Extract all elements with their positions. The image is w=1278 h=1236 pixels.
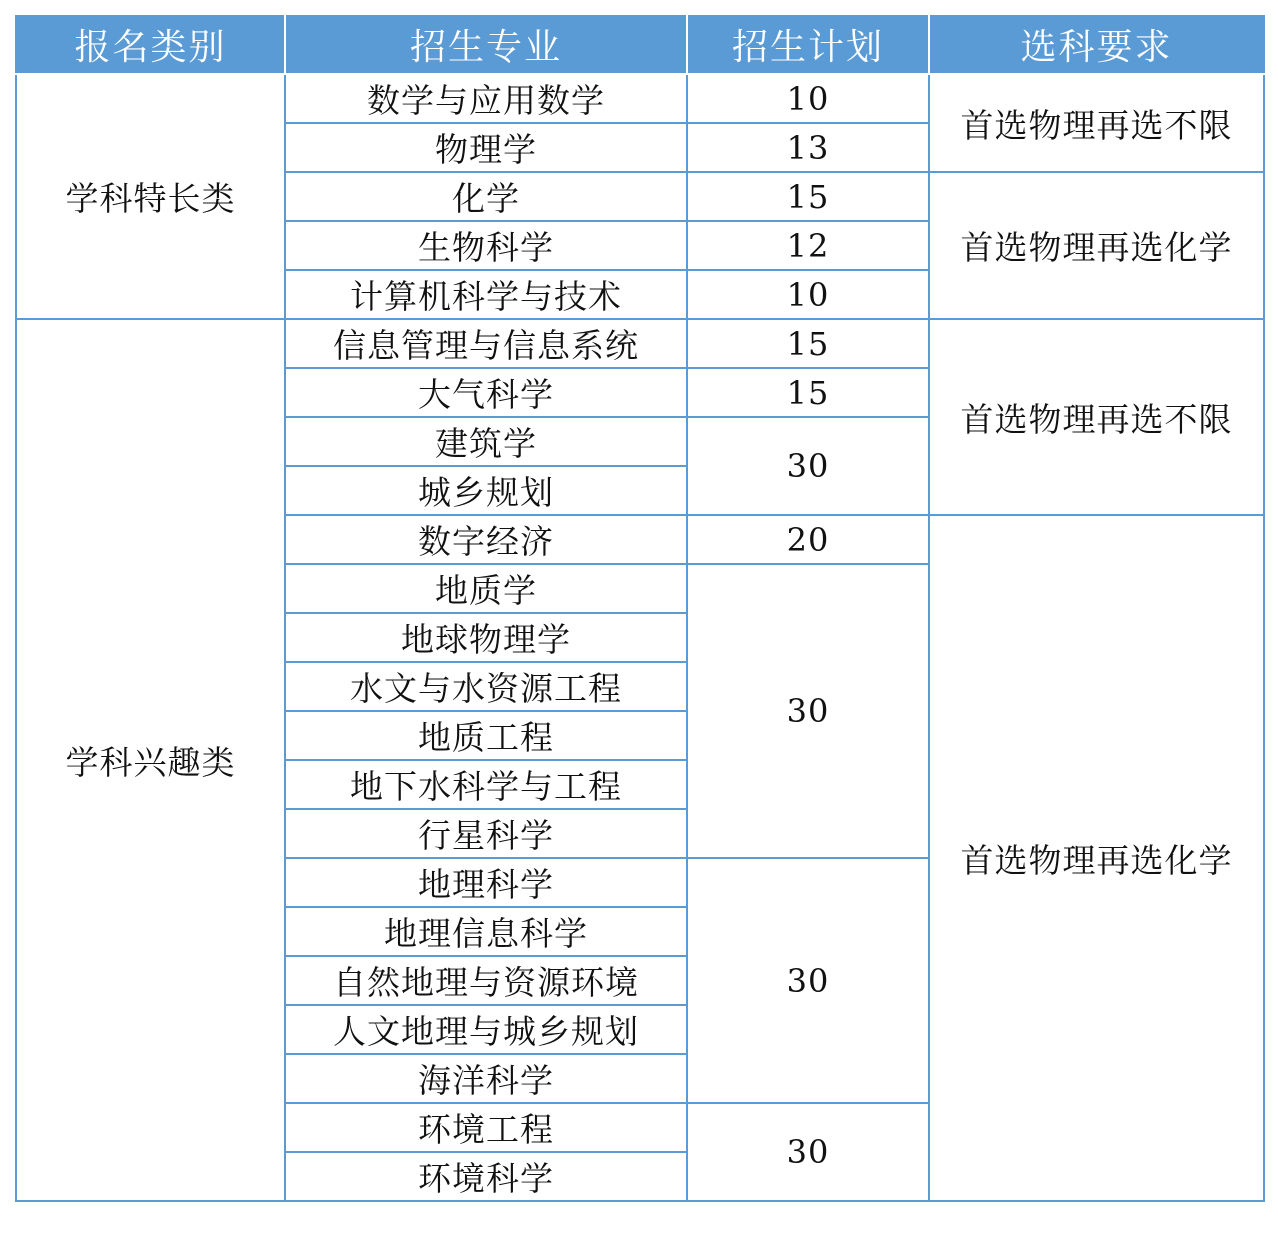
major-cell: 地球物理学 [285,613,687,662]
major-cell: 地质学 [285,564,687,613]
major-cell: 水文与水资源工程 [285,662,687,711]
category-cell: 学科兴趣类 [16,319,285,1201]
header-category: 报名类别 [16,15,285,74]
major-cell: 地下水科学与工程 [285,760,687,809]
plan-cell: 30 [687,858,929,1103]
major-cell: 大气科学 [285,368,687,417]
plan-cell: 15 [687,319,929,368]
requirement-cell: 首选物理再选化学 [929,515,1264,1201]
plan-cell: 15 [687,172,929,221]
plan-cell: 12 [687,221,929,270]
major-cell: 城乡规划 [285,466,687,515]
plan-cell: 15 [687,368,929,417]
major-cell: 生物科学 [285,221,687,270]
plan-cell: 30 [687,1103,929,1201]
header-plan: 招生计划 [687,15,929,74]
category-cell: 学科特长类 [16,74,285,319]
major-cell: 地质工程 [285,711,687,760]
header-requirement: 选科要求 [929,15,1264,74]
major-cell: 地理科学 [285,858,687,907]
plan-cell: 10 [687,270,929,319]
major-cell: 环境科学 [285,1152,687,1201]
major-cell: 自然地理与资源环境 [285,956,687,1005]
major-cell: 计算机科学与技术 [285,270,687,319]
plan-cell: 30 [687,564,929,858]
major-cell: 海洋科学 [285,1054,687,1103]
major-cell: 数学与应用数学 [285,74,687,123]
table-row [16,74,1264,123]
requirement-cell: 首选物理再选化学 [929,172,1264,319]
major-cell: 环境工程 [285,1103,687,1152]
major-cell: 人文地理与城乡规划 [285,1005,687,1054]
plan-cell: 30 [687,417,929,515]
major-cell: 行星科学 [285,809,687,858]
major-cell: 地理信息科学 [285,907,687,956]
requirement-cell: 首选物理再选不限 [929,74,1264,172]
major-cell: 物理学 [285,123,687,172]
plan-cell: 20 [687,515,929,564]
enrollment-table [15,15,1265,1202]
table-row [16,319,1264,368]
plan-cell: 13 [687,123,929,172]
major-cell: 数字经济 [285,515,687,564]
header-major: 招生专业 [285,15,687,74]
major-cell: 化学 [285,172,687,221]
major-cell: 信息管理与信息系统 [285,319,687,368]
requirement-cell: 首选物理再选不限 [929,319,1264,515]
major-cell: 建筑学 [285,417,687,466]
header-row [16,15,1264,74]
plan-cell: 10 [687,74,929,123]
